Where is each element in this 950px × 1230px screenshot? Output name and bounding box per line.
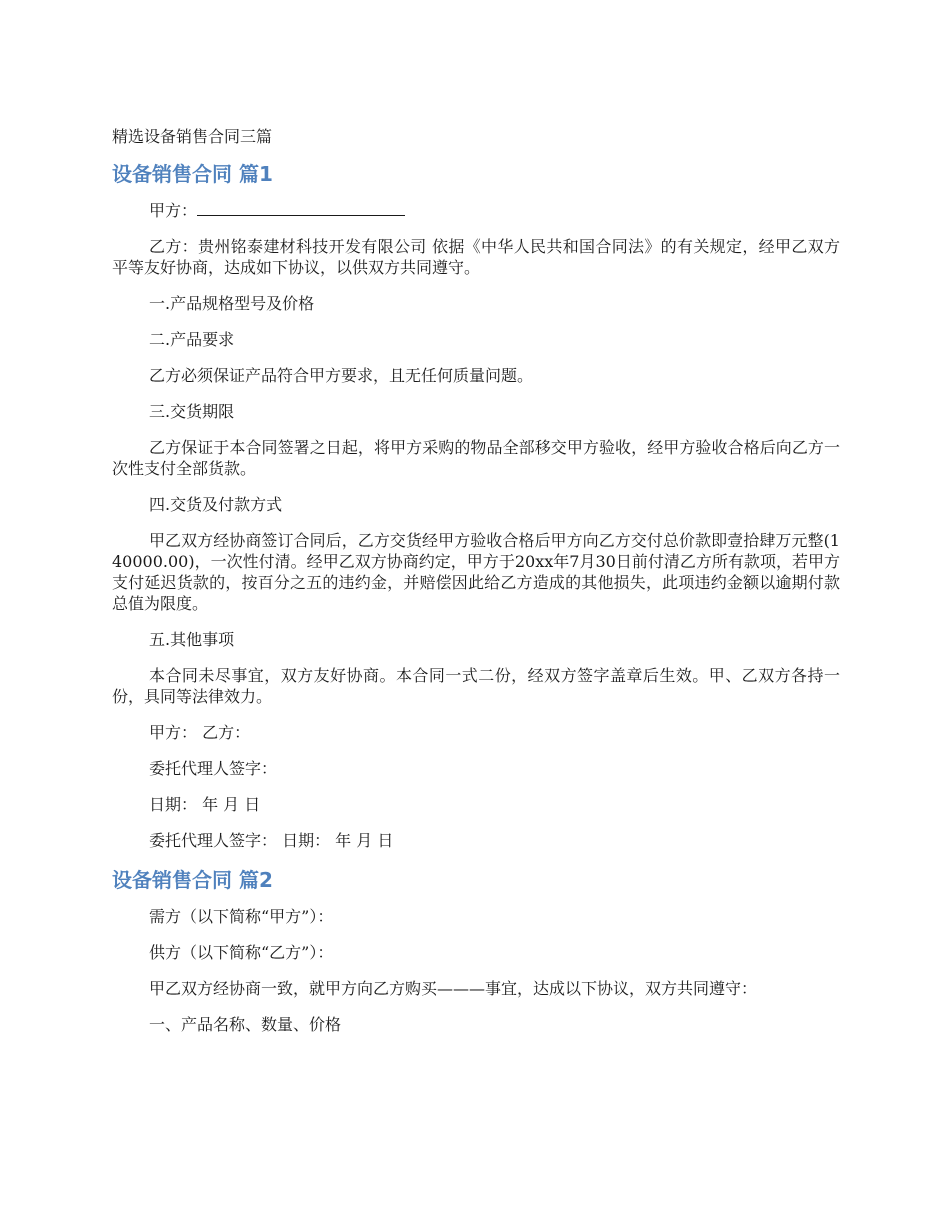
clause-2-text: 乙方必须保证产品符合甲方要求，且无任何质量问题。 (149, 366, 534, 385)
clause-1-heading: 一.产品规格型号及价格 (149, 294, 315, 313)
clause-5-heading: 五.其他事项 (149, 630, 235, 649)
party-b-intro: 乙方：贵州铭泰建材科技开发有限公司 依据《中华人民共和国合同法》的有关规定，经甲乙双方平等友好协商，达成如下协议，以供双方共同遵守。 (112, 237, 840, 277)
clause-5-text: 本合同未尽事宜，双方友好协商。本合同一式二份，经双方签字盖章后生效。甲、乙双方各持一份，具同等法律效力。 (112, 666, 840, 706)
party-a-line (112, 200, 840, 221)
party-a-blank (197, 201, 405, 216)
signature-agent: 委托代理人签字： (149, 759, 278, 778)
party-a-label: 甲方： (149, 201, 198, 220)
clause-3-text: 乙方保证于本合同签署之日起，将甲方采购的物品全部移交甲方验收，经甲方验收合格后向乙方一次性支付全部货款。 (112, 438, 840, 478)
clause-3-heading: 三.交货期限 (149, 402, 235, 421)
clause-4-text: 甲乙双方经协商签订合同后，乙方交货经甲方验收合格后甲方向乙方交付总价款即壹拾肆万元整(140000.00)，一次性付清。经甲乙双方协商约定，甲方于20xx年7月30日前付清乙方所有款项，若甲方支付延迟货款的，按百分之五的违约金，并赔偿因此给乙方造成的其他损失，此项违约金额以逾期付款总值为限度。 (112, 531, 840, 613)
clause-4-heading: 四.交货及付款方式 (149, 495, 283, 514)
document-page (112, 124, 840, 1050)
signature-parties: 甲方： 乙方： (149, 723, 251, 742)
supplier-line: 供方（以下简称“乙方”）： (149, 943, 334, 962)
section-heading-2: 设备销售合同 篇2 (112, 868, 273, 892)
buyer-line: 需方（以下简称“甲方”）： (149, 907, 334, 926)
signature-agent-date: 委托代理人签字： 日期： 年 月 日 (149, 831, 394, 850)
signature-date: 日期： 年 月 日 (149, 795, 261, 814)
document-title: 精选设备销售合同三篇 (112, 127, 273, 146)
clause-2-heading: 二.产品要求 (149, 330, 235, 349)
section-heading-1: 设备销售合同 篇1 (112, 162, 273, 186)
section2-intro: 甲乙双方经协商一致，就甲方向乙方购买———事宜，达成以下协议，双方共同遵守： (149, 979, 758, 998)
section2-clause-1-heading: 一、产品名称、数量、价格 (149, 1015, 342, 1034)
